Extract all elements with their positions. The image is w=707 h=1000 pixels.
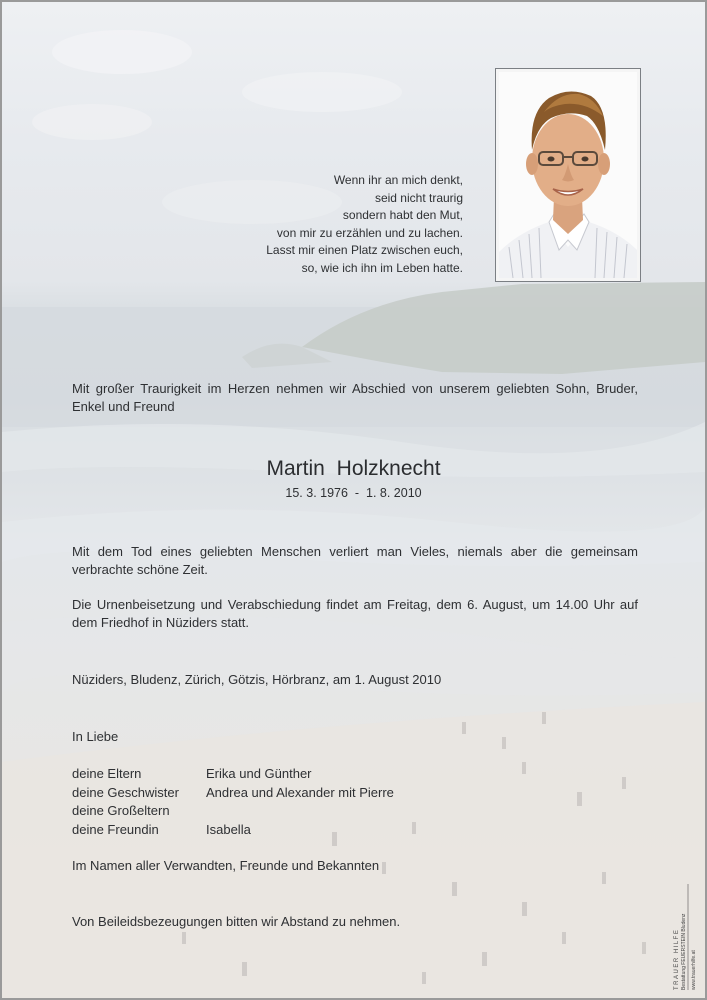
relative-role: deine Großeltern xyxy=(72,803,170,818)
logo-line-1: TRAUER HILFE xyxy=(674,928,680,990)
place-and-date: Nüziders, Bludenz, Zürich, Götzis, Hörbranz, am 1. August 2010 xyxy=(72,672,442,687)
poem-line: seid nicht traurig xyxy=(374,190,463,205)
poem-line: Lasst mir einen Platz zwischen euch, xyxy=(266,243,463,257)
deceased-name: Martin Holzknecht xyxy=(266,457,441,480)
on-behalf-text: Im Namen aller Verwandten, Freunde und Bekannten xyxy=(72,858,380,873)
relative-names: Isabella xyxy=(206,821,251,837)
funeral-home-logo xyxy=(670,882,700,992)
portrait-photo-frame xyxy=(495,68,641,282)
logo-line-2: Bestattung FEUERSTEIN Bludenz xyxy=(681,913,687,990)
poem-line: Wenn ihr an mich denkt, xyxy=(333,173,463,187)
relative-names: Andrea und Alexander mit Pierre xyxy=(206,784,394,800)
poem xyxy=(203,172,463,277)
relatives-row xyxy=(72,802,394,821)
relative-role: deine Eltern xyxy=(72,766,142,781)
poem-line: sondern habt den Mut, xyxy=(342,208,463,222)
intro-text: Mit großer Traurigkeit im Herzen nehmen wir Abschied von unserem geliebten Sohn, Bruder, Enkel und Freund xyxy=(72,381,638,414)
condolence-request: Von Beileidsbezeugungen bitten wir Abstand zu nehmen. xyxy=(72,914,401,929)
logo-line-3: www.trauerhilfe.at xyxy=(691,950,697,990)
poem-line: von mir zu erzählen und zu lachen. xyxy=(276,225,463,240)
poem-line: so, wie ich ihn im Leben hatte. xyxy=(301,260,463,275)
funeral-info-paragraph: Die Urnenbeisetzung und Verabschiedung findet am Freitag, dem 6. August, um 14.00 Uhr auf dem Friedhof in Nüziders statt. xyxy=(72,597,638,630)
relatives-row xyxy=(72,765,394,784)
portrait-photo xyxy=(499,72,637,278)
relative-names: Erika und Günther xyxy=(206,766,312,781)
relatives-row xyxy=(72,821,394,840)
relative-role: deine Geschwister xyxy=(72,784,179,800)
memorial-paragraph: Mit dem Tod eines geliebten Menschen verliert man Vieles, niemals aber die gemeinsam verbrachte schöne Zeit. xyxy=(72,544,638,577)
relatives-list xyxy=(72,765,394,839)
relatives-row xyxy=(72,784,394,803)
relative-role: deine Freundin xyxy=(72,821,159,837)
in-liebe-heading: In Liebe xyxy=(72,729,119,744)
life-dates: 15. 3. 1976 - 1. 8. 2010 xyxy=(285,486,422,500)
